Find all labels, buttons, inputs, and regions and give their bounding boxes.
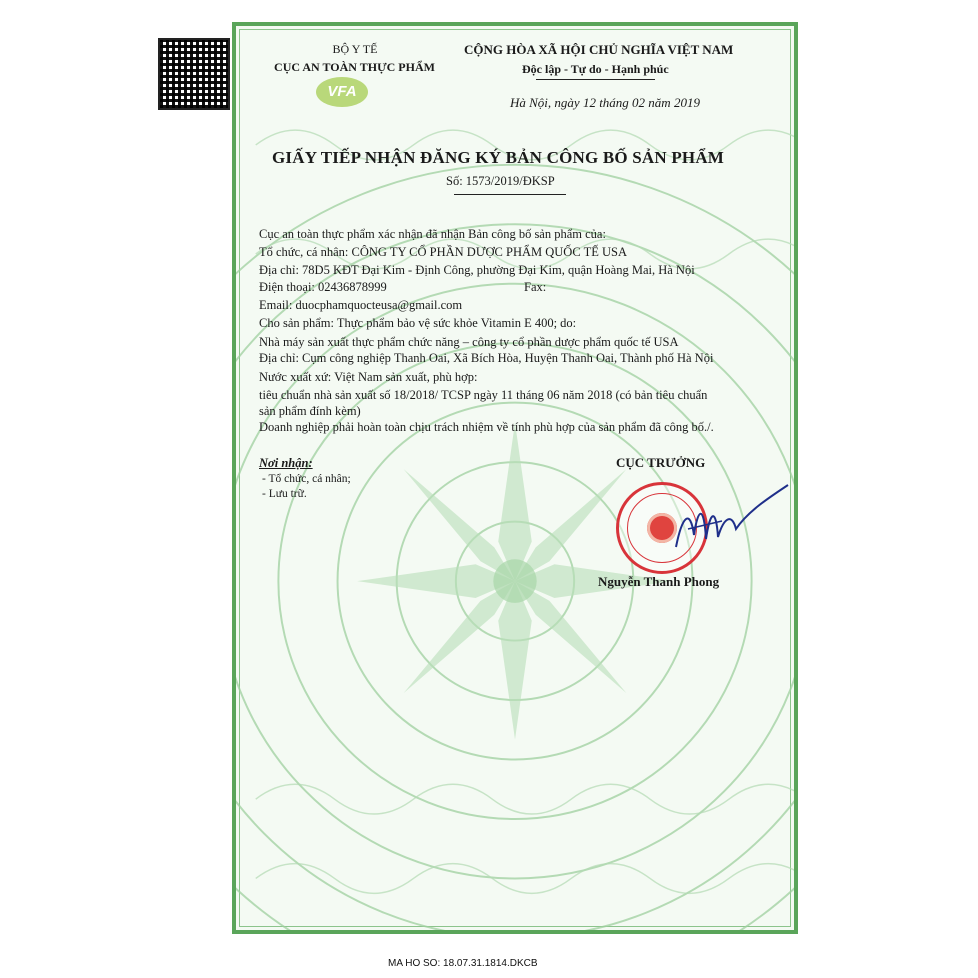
certificate-content [232,22,798,934]
handwritten-signature [652,477,792,567]
record-code: MA HO SO: 18.07.31.1814.DKCB [388,958,538,969]
vfa-logo: VFA [316,77,368,107]
body-line: Điện thoại: 02436878999 [259,280,387,294]
issue-date: Hà Nội, ngày 12 tháng 02 năm 2019 [510,95,700,110]
body-line: Cục an toàn thực phẩm xác nhận đã nhận Bản công bố sản phẩm của: [259,227,606,241]
recipient-item: - Lưu trữ. [262,488,307,500]
fax-label: Fax: [524,280,547,294]
body-line: Email: duocphamquocteusa@gmail.com [259,298,463,312]
body-line: Địa chỉ: Cụm công nghiệp Thanh Oai, Xã Bích Hòa, Huyện Thanh Oai, Thành phố Hà Nội [259,351,714,365]
body-line: Nước xuất xứ: Việt Nam sản xuất, phù hợp: [259,370,478,384]
body-line: Nhà máy sản xuất thực phẩm chức năng – công ty cổ phần dược phẩm quốc tế USA [259,335,679,349]
document-number: Số: 1573/2019/ĐKSP [446,174,555,188]
body-line: Tổ chức, cá nhân: CÔNG TY CỔ PHẦN DƯỢC PHẨM QUỐC TẾ USA [259,245,627,259]
body-line: Cho sản phẩm: Thực phẩm bảo vệ sức khỏe Vitamin E 400; do: [259,316,577,330]
body-line: sản phẩm đính kèm) [259,404,361,418]
number-underline [454,194,566,195]
qr-code [160,40,228,108]
body-line: Doanh nghiệp phải hoàn toàn chịu trách nhiệm về tính phù hợp của sản phẩm đã công bố./. [259,420,714,434]
recipients-heading: Nơi nhận: [259,456,313,470]
body-line: tiêu chuẩn nhà sản xuất số 18/2018/ TCSP ngày 11 tháng 06 năm 2018 (có bản tiêu chuẩn [259,388,708,402]
national-motto: Độc lập - Tự do - Hạnh phúc [522,62,669,76]
agency-name: CỤC AN TOÀN THỰC PHẨM [274,60,435,74]
body-line: Địa chỉ: 78D5 KĐT Đại Kim - Định Công, phường Đại Kim, quận Hoàng Mai, Hà Nội [259,263,695,277]
signer-name: Nguyễn Thanh Phong [598,574,720,589]
recipient-item: - Tổ chức, cá nhân; [262,473,351,485]
republic-heading: CỘNG HÒA XÃ HỘI CHỦ NGHĨA VIỆT NAM [464,42,734,57]
document-title: GIẤY TIẾP NHẬN ĐĂNG KÝ BẢN CÔNG BỐ SẢN PHẨM [272,148,725,167]
signer-position: CỤC TRƯỞNG [616,455,706,470]
ministry-name: BỘ Y TẾ [332,42,378,56]
